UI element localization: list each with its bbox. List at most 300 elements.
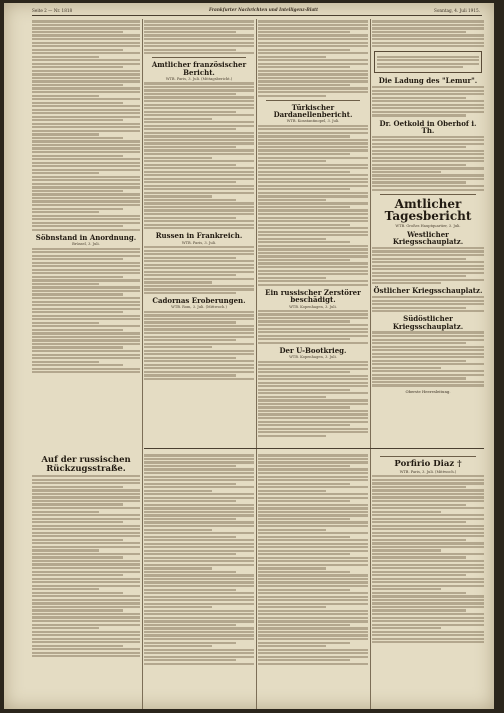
text-line	[258, 529, 326, 531]
text-line	[144, 264, 254, 266]
text-line	[258, 135, 350, 137]
text-line	[258, 567, 326, 569]
text-line	[32, 169, 140, 171]
text-line	[32, 532, 140, 534]
text-line	[144, 227, 254, 229]
column-2-lower	[144, 453, 254, 703]
text-line	[144, 514, 254, 516]
text-line	[32, 190, 123, 192]
text-line	[372, 581, 484, 583]
text-line	[32, 620, 140, 622]
text-line	[258, 424, 350, 426]
text-line	[144, 532, 254, 534]
text-line	[258, 557, 368, 559]
text-line	[144, 321, 236, 323]
text-line	[372, 535, 484, 537]
text-line	[258, 328, 368, 330]
text-line	[372, 349, 484, 351]
text-line	[144, 86, 254, 88]
text-line	[372, 624, 484, 626]
text-line	[32, 229, 140, 231]
article-body	[258, 310, 368, 344]
dateline-waffenstillstand: Brüssel, 3. Juli.	[72, 242, 100, 247]
text-line	[144, 564, 254, 566]
text-line	[372, 595, 484, 597]
text-line	[372, 571, 484, 573]
text-line	[372, 86, 484, 88]
text-line	[372, 560, 484, 562]
text-line	[372, 335, 484, 337]
text-line	[144, 374, 236, 376]
text-line	[372, 606, 484, 608]
text-line	[372, 254, 484, 256]
text-line	[144, 511, 254, 513]
text-line	[144, 114, 254, 116]
text-line	[32, 493, 140, 495]
text-line	[258, 164, 368, 166]
article-body	[258, 361, 368, 437]
dateline-franzbericht: WTB. Paris, 3. Juli. (Mittagsbericht.)	[165, 77, 233, 81]
text-line	[32, 503, 123, 505]
headline-eroberungen: Cadornas Eroberungen.	[152, 296, 246, 306]
text-line	[372, 360, 466, 362]
text-line	[258, 610, 368, 612]
text-line	[258, 413, 368, 415]
text-line	[258, 266, 368, 268]
text-line	[32, 109, 140, 111]
text-line	[144, 592, 254, 594]
text-line	[32, 638, 140, 640]
text-line	[32, 197, 140, 199]
text-line	[258, 66, 350, 68]
text-line	[144, 311, 254, 313]
text-line	[258, 525, 368, 527]
text-line	[372, 38, 484, 40]
text-line	[372, 189, 484, 191]
text-line	[372, 564, 484, 566]
text-line	[32, 290, 140, 292]
text-line	[258, 461, 368, 463]
text-line	[32, 42, 140, 44]
text-line	[144, 339, 236, 341]
text-line	[372, 164, 466, 166]
text-line	[32, 315, 140, 317]
text-line	[32, 641, 140, 643]
text-line	[258, 245, 368, 247]
text-line	[144, 350, 254, 352]
text-line	[144, 553, 236, 555]
text-line	[32, 482, 140, 484]
text-line	[144, 493, 254, 495]
headline-suedoestlich: Südöstlicher Kriegsschauplatz.	[392, 314, 464, 331]
text-line	[372, 97, 466, 99]
text-line	[372, 539, 466, 541]
text-line	[32, 66, 123, 68]
text-line	[32, 112, 140, 114]
text-line	[32, 130, 140, 132]
text-line	[144, 634, 254, 636]
text-line	[372, 384, 484, 386]
text-line	[32, 567, 140, 569]
text-line	[258, 146, 368, 148]
text-line	[372, 482, 484, 484]
text-line	[372, 518, 484, 520]
text-line	[372, 507, 484, 509]
text-line	[32, 475, 140, 477]
text-line	[144, 174, 254, 176]
text-line	[144, 153, 254, 155]
text-line	[32, 528, 140, 530]
text-line	[144, 267, 254, 269]
text-line	[144, 93, 236, 95]
text-line	[258, 188, 350, 190]
text-line	[32, 49, 123, 51]
text-line	[144, 20, 254, 22]
column-4-lower	[372, 453, 484, 703]
text-line	[372, 250, 484, 252]
text-line	[258, 532, 368, 534]
text-line	[144, 213, 254, 215]
headline-porfirio: Porfirio Diaz †	[394, 459, 462, 469]
text-line	[372, 296, 484, 298]
text-line	[372, 609, 466, 611]
text-line	[258, 157, 368, 159]
text-line	[32, 322, 99, 324]
text-line	[258, 227, 368, 229]
text-line	[144, 104, 254, 106]
text-line	[32, 200, 140, 202]
text-line	[32, 158, 140, 160]
headline-westlich: Westlicher Kriegsschauplatz.	[392, 229, 464, 247]
text-line	[32, 179, 140, 181]
text-line	[144, 146, 236, 148]
text-line	[372, 275, 466, 277]
section-rule	[144, 448, 484, 449]
text-line	[258, 181, 368, 183]
text-line	[258, 389, 350, 391]
text-line	[372, 104, 484, 106]
text-line	[32, 279, 140, 281]
text-line	[258, 504, 368, 506]
text-line	[144, 246, 254, 248]
text-line	[32, 301, 140, 303]
text-line	[258, 24, 368, 26]
text-line	[372, 613, 484, 615]
text-line	[144, 504, 254, 506]
text-line	[144, 521, 254, 523]
text-line	[372, 638, 484, 640]
text-line	[144, 121, 254, 123]
article-separator	[380, 194, 476, 195]
text-line	[32, 489, 140, 491]
text-line	[32, 91, 140, 93]
text-line	[258, 596, 368, 598]
text-line	[258, 663, 368, 665]
text-line	[258, 255, 368, 257]
text-line	[32, 251, 140, 253]
text-line	[258, 585, 368, 587]
text-line	[32, 255, 140, 257]
text-line	[144, 160, 254, 162]
text-line	[258, 620, 368, 622]
text-line	[32, 556, 123, 558]
text-line	[258, 603, 368, 605]
header-rule	[32, 15, 482, 16]
text-line	[258, 521, 368, 523]
text-line	[258, 149, 368, 151]
text-line	[32, 574, 123, 576]
text-line	[258, 338, 350, 340]
text-line	[258, 202, 368, 204]
text-line	[144, 378, 254, 380]
text-line	[144, 663, 254, 665]
dateline-uboot: WTB. Kopenhagen, 3. Juli.	[289, 355, 337, 360]
text-line	[144, 364, 254, 366]
text-line	[144, 567, 212, 569]
text-line	[32, 140, 140, 142]
text-line	[32, 265, 140, 267]
text-line	[144, 472, 254, 474]
text-line	[144, 659, 236, 661]
text-line	[258, 371, 350, 373]
text-line	[32, 634, 140, 636]
article-body	[32, 20, 140, 231]
text-line	[258, 428, 368, 430]
text-line	[144, 167, 254, 169]
text-line	[258, 634, 368, 636]
text-line	[372, 261, 484, 263]
column-4	[372, 19, 484, 447]
text-line	[144, 96, 254, 98]
text-line	[32, 258, 123, 260]
text-line	[144, 610, 254, 612]
text-line	[258, 259, 350, 261]
text-line	[144, 199, 236, 201]
text-line	[32, 269, 140, 271]
text-line	[258, 220, 368, 222]
column-divider	[370, 19, 371, 709]
text-line	[32, 609, 123, 611]
text-line	[372, 553, 484, 555]
article-body	[32, 248, 140, 374]
text-line	[372, 93, 484, 95]
text-line	[372, 620, 484, 622]
text-line	[144, 292, 236, 294]
text-line	[32, 105, 140, 107]
text-line	[372, 641, 484, 643]
text-line	[32, 343, 140, 345]
text-line	[372, 268, 484, 270]
text-line	[372, 143, 484, 145]
text-line	[32, 339, 140, 341]
dateline-zerstoerer: WTB. Kopenhagen, 3. Juli.	[289, 304, 337, 309]
text-line	[144, 128, 236, 130]
text-line	[258, 613, 368, 615]
text-line	[144, 638, 254, 640]
text-line	[258, 87, 368, 89]
text-line	[372, 303, 484, 305]
text-line	[32, 45, 140, 47]
text-line	[32, 98, 140, 100]
text-line	[144, 585, 254, 587]
text-line	[32, 595, 140, 597]
text-line	[372, 585, 484, 587]
text-line	[372, 599, 484, 601]
article-body	[258, 20, 368, 96]
text-line	[372, 353, 484, 355]
text-line	[32, 350, 140, 352]
text-line	[258, 153, 350, 155]
text-line	[144, 82, 254, 84]
text-line	[258, 128, 368, 130]
column-divider	[256, 19, 257, 709]
text-line	[372, 111, 484, 113]
text-line	[144, 649, 254, 651]
article-body	[144, 454, 254, 665]
text-line	[372, 174, 484, 176]
article-separator	[266, 100, 360, 101]
text-line	[32, 318, 140, 320]
headline-franzbericht: Amtlicher französischer Bericht.	[151, 60, 247, 77]
text-line	[144, 135, 254, 137]
text-line	[32, 627, 99, 629]
article-body	[372, 331, 484, 386]
text-line	[144, 89, 254, 91]
text-line	[372, 282, 441, 284]
article-body	[372, 296, 484, 312]
text-line	[144, 599, 254, 601]
text-line	[258, 174, 368, 176]
headline-oberhof: Dr. Oetkold in Oberhof i. Th.	[379, 118, 477, 135]
text-line	[258, 361, 368, 363]
text-line	[372, 150, 484, 152]
text-line	[32, 616, 140, 618]
text-line	[144, 281, 212, 283]
text-line	[372, 356, 484, 358]
text-line	[32, 549, 99, 551]
text-line	[32, 116, 140, 118]
text-line	[144, 157, 212, 159]
text-line	[32, 147, 140, 149]
text-line	[32, 361, 99, 363]
text-line	[32, 123, 140, 125]
header-page-number: Seite 2 — Nr. 1818	[32, 8, 73, 13]
text-line	[32, 648, 140, 650]
headline-waffenstillstand: Söbnstand in Anordnung.	[35, 232, 137, 242]
text-line	[144, 656, 254, 658]
text-line	[144, 178, 254, 180]
text-line	[258, 320, 350, 322]
text-line	[32, 27, 140, 29]
text-line	[372, 342, 466, 344]
text-line	[258, 70, 368, 72]
headline-uboot: Der U-Bootkrieg.	[279, 345, 347, 355]
text-line	[372, 346, 484, 348]
text-line	[144, 318, 254, 320]
text-line	[32, 325, 140, 327]
text-line	[258, 63, 368, 65]
text-line	[32, 507, 140, 509]
text-line	[144, 31, 236, 33]
article-body	[144, 82, 254, 229]
dateline-dardanellen: WTB. Konstantinopel, 3. Juli.	[286, 119, 340, 124]
text-line	[32, 518, 140, 520]
text-line	[372, 514, 484, 516]
text-line	[144, 500, 236, 502]
text-line	[32, 286, 140, 288]
text-line	[144, 529, 212, 531]
text-line	[258, 142, 368, 144]
article-body	[258, 125, 368, 286]
text-line	[32, 165, 140, 167]
header-date: Sonntag, 4. Juli 1915.	[433, 8, 480, 13]
text-line	[258, 284, 368, 286]
text-line	[144, 483, 236, 485]
text-line	[144, 458, 254, 460]
text-line	[372, 370, 484, 372]
article-body	[372, 247, 484, 285]
text-line	[258, 507, 368, 509]
text-line	[372, 549, 441, 551]
text-line	[258, 95, 326, 97]
text-line	[372, 627, 441, 629]
text-line	[258, 27, 368, 29]
text-line	[372, 181, 466, 183]
text-line	[372, 525, 484, 527]
text-line	[258, 368, 368, 370]
text-line	[144, 45, 254, 47]
text-line	[258, 649, 368, 651]
text-line	[258, 624, 350, 626]
text-line	[32, 162, 140, 164]
text-line	[258, 234, 368, 236]
text-line	[144, 539, 254, 541]
text-line	[32, 563, 140, 565]
headline-rueckzug: Auf der russischen Rückzugsstraße.	[41, 455, 131, 474]
text-line	[258, 77, 368, 79]
text-line	[144, 260, 254, 262]
article-body	[144, 20, 254, 54]
column-1-lower	[32, 453, 140, 703]
text-line	[144, 224, 254, 226]
text-line	[144, 125, 254, 127]
text-line	[32, 31, 123, 33]
text-line	[144, 132, 254, 134]
text-line	[144, 578, 254, 580]
article-body	[144, 246, 254, 294]
text-line	[144, 367, 254, 369]
text-line	[372, 31, 466, 33]
text-line	[372, 500, 484, 502]
text-line	[258, 52, 368, 54]
text-line	[32, 276, 123, 278]
text-line	[32, 332, 140, 334]
text-line	[32, 59, 140, 61]
article-separator	[152, 57, 246, 58]
text-line	[144, 217, 236, 219]
text-line	[32, 222, 140, 224]
text-line	[258, 91, 368, 93]
text-line	[258, 241, 350, 243]
text-line	[258, 421, 368, 423]
text-line	[258, 248, 368, 250]
text-line	[144, 328, 254, 330]
text-line	[144, 38, 254, 40]
text-line	[32, 102, 123, 104]
text-line	[32, 546, 140, 548]
text-line	[372, 185, 484, 187]
text-line	[32, 208, 123, 210]
